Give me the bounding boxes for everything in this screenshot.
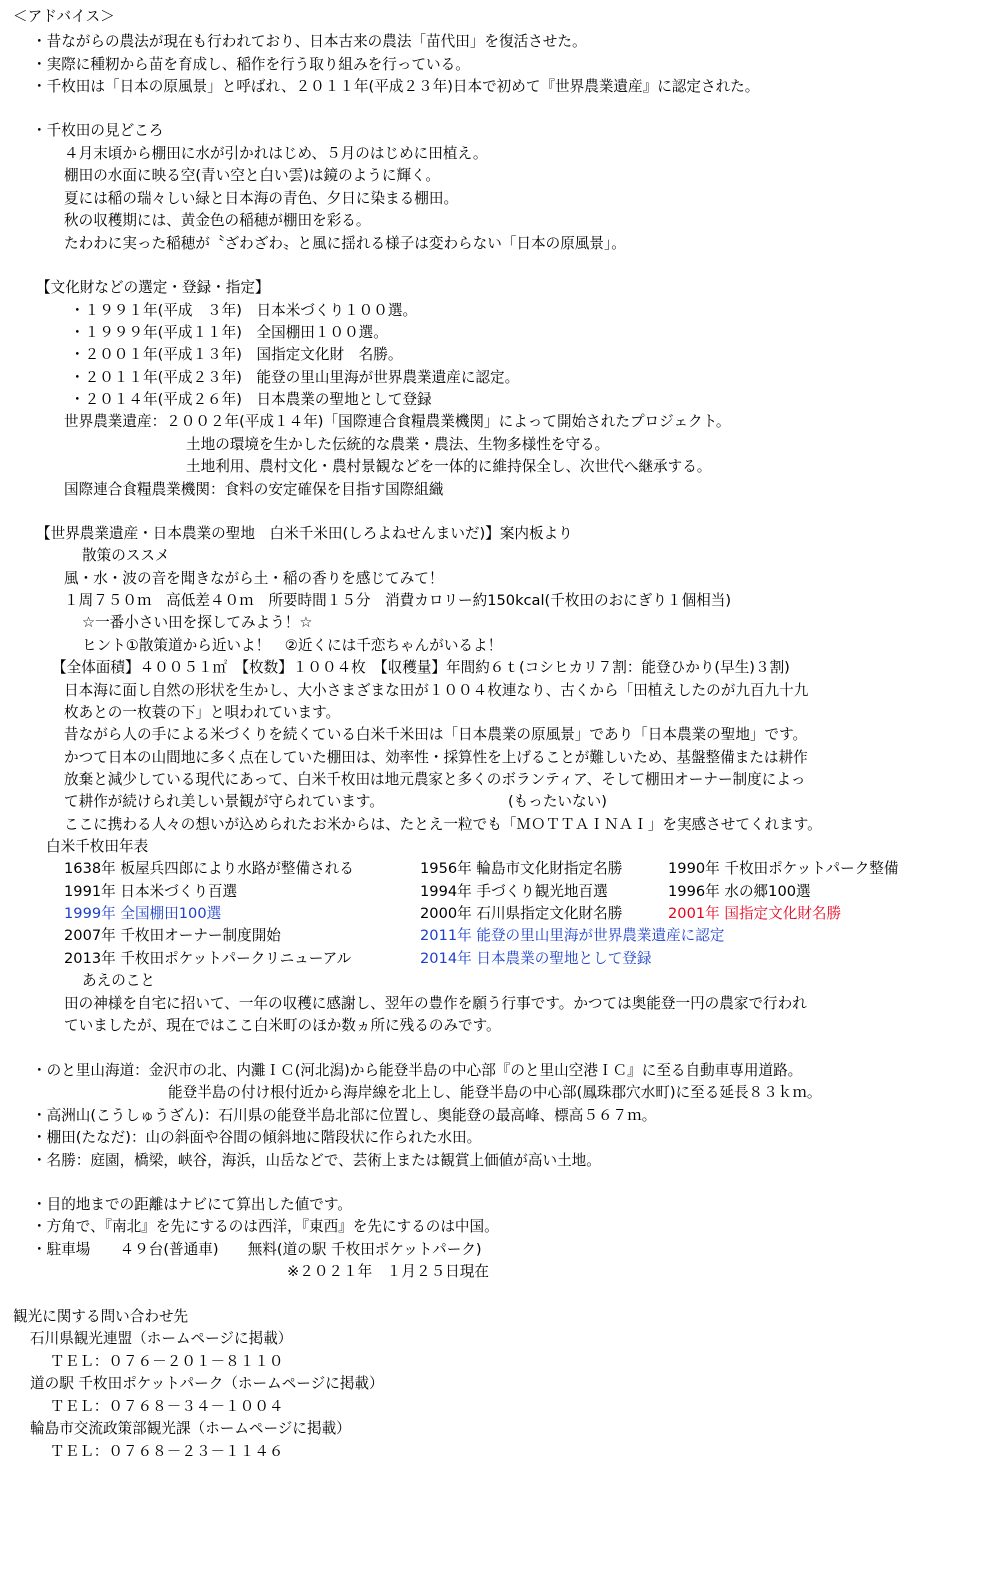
text-line: 棚田の水面に映る空(青い空と白い雲)は鏡のように輝く。 <box>64 167 440 184</box>
text-line: ・実際に種籾から苗を育成し、稲作を行う取り組みを行っている。 <box>32 56 470 73</box>
text-line: ・名勝：庭園，橋梁，峡谷，海浜，山岳などで、芸術上または観賞上価値が高い土地。 <box>32 1152 601 1169</box>
text-line: 昔ながら人の手による米づくりを続くている白米千米田は「日本農業の原風景」であり「日本農業の聖地」です。 <box>64 726 808 743</box>
text-line: ・２０１４年(平成２６年) 日本農業の聖地として登録 <box>70 391 432 408</box>
timeline-entry: 2014年 日本農業の聖地として登録 <box>420 950 652 967</box>
text-line: 石川県観光連盟（ホームページに掲載） <box>30 1330 293 1347</box>
text-line: ・２００１年(平成１３年) 国指定文化財 名勝。 <box>70 346 403 363</box>
text-line: ・２０１１年(平成２３年) 能登の里山里海が世界農業遺産に認定。 <box>70 369 520 386</box>
text-line: ＴＥＬ：０７６８－２３－１１４６ <box>50 1443 284 1460</box>
text-line: 枚あとの一枚蓑の下」と唄われています。 <box>64 704 341 721</box>
text-line: ＴＥＬ：０７６８－３４－１００４ <box>50 1398 284 1415</box>
text-line: 【文化財などの選定・登録・指定】 <box>36 279 270 296</box>
text-line: ヒント①散策道から近いよ！ ②近くには千恋ちゃんがいるよ！ <box>82 637 503 654</box>
text-line: あえのこと <box>82 972 155 989</box>
text-line: たわわに実った稲穂が〝ざわざわ〟と風に揺れる様子は変わらない「日本の原風景」。 <box>64 235 626 252</box>
timeline-entry: 1999年 全国棚田100選 <box>64 905 222 922</box>
timeline-entry: 1996年 水の郷100選 <box>668 883 811 900</box>
text-line: ・昔ながらの農法が現在も行われており、日本古来の農法「苗代田」を復活させた。 <box>32 33 587 50</box>
text-line: 観光に関する問い合わせ先 <box>13 1308 189 1325</box>
timeline-entry: 2000年 石川県指定文化財名勝 <box>420 905 623 922</box>
text-line: ・千枚田の見どころ <box>32 122 164 139</box>
text-line: 道の駅 千枚田ポケットパーク（ホームページに掲載） <box>30 1375 384 1392</box>
text-line: 世界農業遺産：２００２年(平成１４年)「国際連合食糧農業機関」によって開始されたプロジェクト。 <box>64 413 731 430</box>
text-line: 放棄と減少している現代にあって、白米千枚田は地元農家と多くのボランティア、そして棚田オーナー制度によっ <box>64 771 806 788</box>
text-line: 土地の環境を生かした伝統的な農業・農法、生物多様性を守る。 <box>186 436 610 453</box>
text-line: ＜アドバイス＞ <box>13 8 115 25</box>
text-line: て耕作が続けられ美しい景観が守られています。 (もったいない) <box>64 793 607 810</box>
text-line: 風・水・波の音を聞きながら土・稲の香りを感じてみて！ <box>64 570 444 587</box>
text-line: 白米千枚田年表 <box>46 838 149 855</box>
text-line: ・１９９１年(平成 ３年) 日本米づくり１００選。 <box>70 302 418 319</box>
text-line: 秋の収穫期には、黄金色の稲穂が棚田を彩る。 <box>64 212 371 229</box>
timeline-entry: 1956年 輪島市文化財指定名勝 <box>420 860 623 877</box>
timeline-entry: 1991年 日本米づくり百選 <box>64 883 238 900</box>
text-line: 輪島市交流政策部観光課（ホームページに掲載） <box>30 1420 351 1437</box>
text-line: 【世界農業遺産・日本農業の聖地 白米千米田(しろよねせんまいだ)】案内板より <box>36 525 573 542</box>
text-line: 田の神様を自宅に招いて、一年の収穫に感謝し、翌年の豊作を願う行事です。かつては奥能登一円の農家で行われ <box>64 995 807 1012</box>
text-line: ・駐車場 ４９台(普通車) 無料(道の駅 千枚田ポケットパーク) <box>32 1241 482 1258</box>
timeline-entry: 1994年 手づくり観光地百選 <box>420 883 608 900</box>
text-line: ・方角で、『南北』を先にするのは西洋，『東西』を先にするのは中国。 <box>32 1218 499 1235</box>
text-line: ・高洲山(こうしゅうざん)：石川県の能登半島北部に位置し、奥能登の最高峰、標高５６７ｍ。 <box>32 1107 657 1124</box>
text-line: ・目的地までの距離はナビにて算出した値です。 <box>32 1196 352 1213</box>
text-line: ・のと里山海道：金沢市の北、内灘ＩＣ(河北潟)から能登半島の中心部『のと里山空港ＩＣ』に至る自動車専用道路。 <box>32 1062 803 1079</box>
text-line: １周７５０ｍ 高低差４０ｍ 所要時間１５分 消費カロリー約150kcal(千枚田のおにぎり１個相当) <box>64 592 732 609</box>
timeline-entry: 2007年 千枚田オーナー制度開始 <box>64 927 281 944</box>
timeline-entry: 1638年 板屋兵四郎により水路が整備される <box>64 860 354 877</box>
timeline-entry: 2011年 能登の里山里海が世界農業遺産に認定 <box>420 927 725 944</box>
timeline-entry: 2013年 千枚田ポケットパークリニューアル <box>64 950 352 967</box>
text-line: 【全体面積】４００５１㎡ 【枚数】１００４枚 【収穫量】年間約６ｔ(コシヒカリ７割：能登ひかり(早生)３割) <box>52 659 790 676</box>
text-line: 能登半島の付け根付近から海岸線を北上し、能登半島の中心部(鳳珠郡穴水町)に至る延長８３ｋｍ。 <box>168 1084 822 1101</box>
text-line: 国際連合食糧農業機関：食料の安定確保を目指す国際組織 <box>64 481 444 498</box>
timeline-entry: 2001年 国指定文化財名勝 <box>668 905 842 922</box>
text-line: かつて日本の山間地に多く点在していた棚田は、効率性・採算性を上げることが難しいため、基盤整備または耕作 <box>64 749 808 766</box>
text-line: ※２０２１年 １月２５日現在 <box>287 1263 489 1280</box>
text-line: ・棚田(たなだ)：山の斜面や谷間の傾斜地に階段状に作られた水田。 <box>32 1129 482 1146</box>
text-line: 土地利用、農村文化・農村景観などを一体的に維持保全し、次世代へ継承する。 <box>186 458 712 475</box>
text-line: ＴＥＬ：０７６－２０１－８１１０ <box>50 1353 284 1370</box>
text-line: 夏には稲の瑞々しい緑と日本海の青色、夕日に染まる棚田。 <box>64 190 459 207</box>
text-line: ・１９９９年(平成１１年) 全国棚田１００選。 <box>70 324 388 341</box>
text-line: ここに携わる人々の想いが込められたお米からは、たとえ一粒でも「ＭＯＴＴＡＩＮＡＩ」を実感させてくれます。 <box>64 816 822 833</box>
text-line: ていましたが、現在ではここ白米町のほか数ヵ所に残るのみです。 <box>64 1017 501 1034</box>
text-line: ４月末頃から棚田に水が引かれはじめ、５月のはじめに田植え。 <box>64 145 488 162</box>
text-line: ・千枚田は「日本の原風景」と呼ばれ、２０１１年(平成２３年)日本で初めて『世界農業遺産』に認定された。 <box>32 78 760 95</box>
text-line: 日本海に面し自然の形状を生かし、大小さまざまな田が１００４枚連なり、古くから「田植えしたのが九百九十九 <box>64 682 809 699</box>
text-line: ☆一番小さい田を探してみよう！☆ <box>82 614 313 631</box>
text-line: 散策のススメ <box>82 547 170 564</box>
timeline-entry: 1990年 千枚田ポケットパーク整備 <box>668 860 899 877</box>
